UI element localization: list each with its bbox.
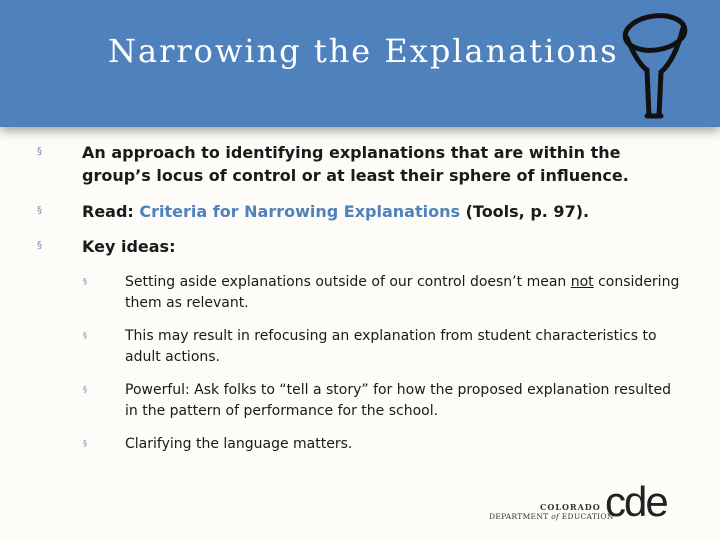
sub-bullet-marker: § bbox=[83, 439, 87, 448]
sub-bullet-setting-aside bbox=[125, 272, 685, 314]
read-prefix: Read: bbox=[82, 202, 140, 221]
sub-text: Setting aside explanations outside of our control doesn’t mean bbox=[125, 274, 571, 290]
sub-bullet-marker: § bbox=[83, 277, 87, 286]
slide-title: Narrowing the Explanations bbox=[108, 32, 619, 70]
bullet-key-ideas bbox=[82, 235, 682, 258]
sub-bullet-clarifying bbox=[125, 434, 685, 455]
bullet-text: An approach to identifying explanations that are within the group’s locus of control or at least their sphere of influence. bbox=[82, 143, 629, 185]
bullet-approach bbox=[82, 141, 682, 187]
logo-cde-mark: cde bbox=[605, 478, 667, 525]
bullet-read bbox=[82, 200, 682, 223]
logo-colorado: COLORADO bbox=[540, 502, 601, 512]
sub-text: considering them as relevant. bbox=[125, 274, 680, 311]
bullet-marker: § bbox=[37, 240, 42, 251]
sub-bullet-refocusing bbox=[125, 326, 685, 368]
sub-text: Clarifying the language matters. bbox=[125, 436, 353, 452]
logo-department: DEPARTMENT of EDUCATION bbox=[489, 512, 614, 521]
bullet-marker: § bbox=[37, 146, 42, 157]
sub-text: Powerful: Ask folks to “tell a story” for how the proposed explanation resulted in the pattern of performance for the school. bbox=[125, 382, 671, 419]
sub-bullet-marker: § bbox=[83, 331, 87, 340]
criteria-link[interactable]: Criteria for Narrowing Explanations bbox=[139, 202, 461, 221]
slide-header bbox=[0, 0, 720, 127]
bullet-marker: § bbox=[37, 205, 42, 216]
sub-text: This may result in refocusing an explanation from student characteristics to adult actions. bbox=[125, 328, 657, 365]
bullet-text: Key ideas: bbox=[82, 237, 176, 256]
sub-bullet-marker: § bbox=[83, 385, 87, 394]
sub-bullet-powerful bbox=[125, 380, 685, 422]
read-suffix: (Tools, p. 97). bbox=[460, 202, 590, 221]
funnel-icon bbox=[617, 8, 693, 120]
underlined-word: not bbox=[570, 274, 594, 290]
